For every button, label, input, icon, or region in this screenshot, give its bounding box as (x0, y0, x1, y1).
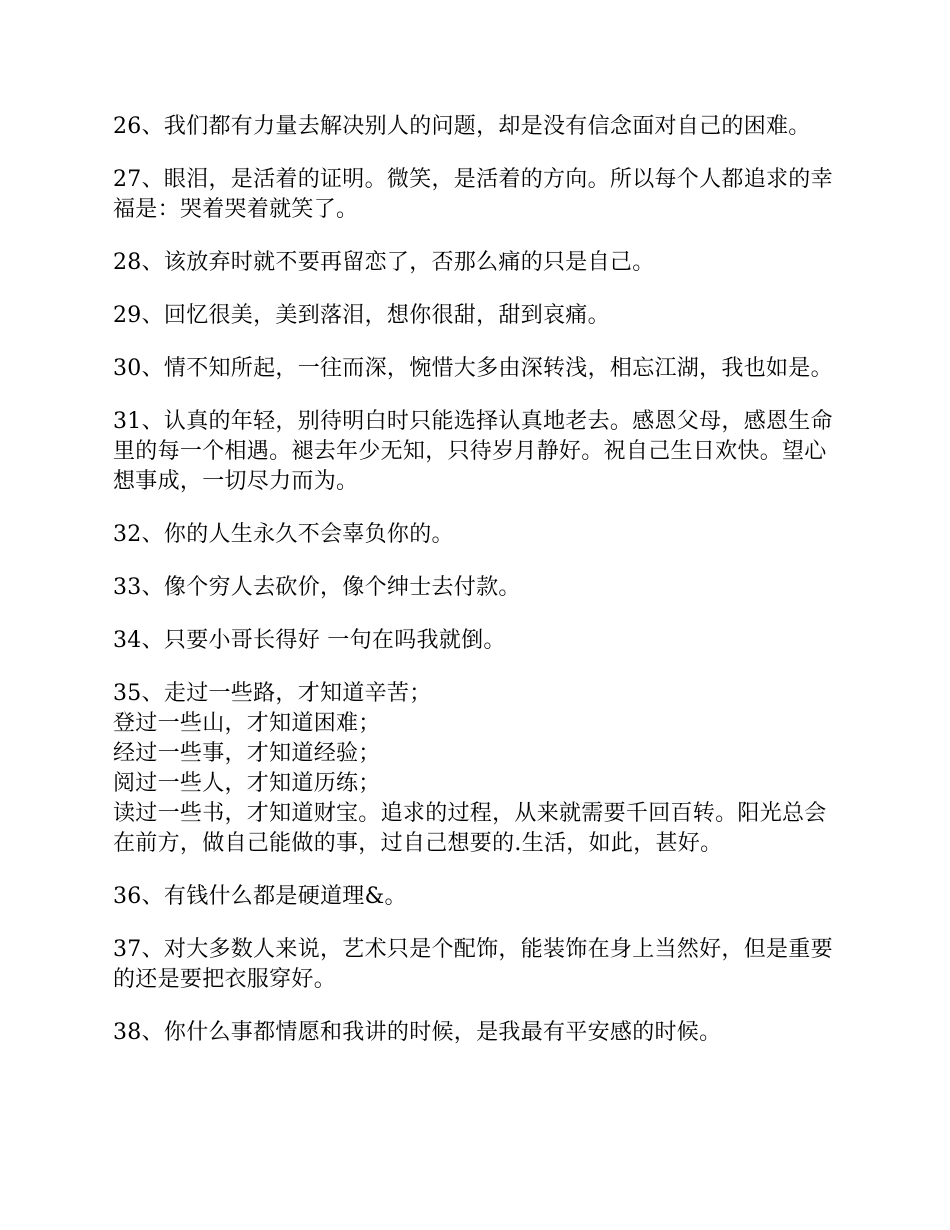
paragraph-line: 30、情不知所起，一往而深，惋惜大多由深转浅，相忘江湖，我也如是。 (113, 356, 833, 381)
paragraph-line: 35、走过一些路，才知道辛苦； (113, 681, 432, 706)
paragraph-line: 37、对大多数人来说，艺术只是个配饰，能装饰在身上当然好，但是重要的还是要把衣服穿好。 (113, 937, 833, 992)
paragraph-line: 31、认真的年轻，别待明白时只能选择认真地老去。感恩父母，感恩生命里的每一个相遇。褪去年少无知，只待岁月静好。祝自己生日欢快。望心想事成，一切尽力而为。 (113, 409, 833, 494)
paragraph (113, 520, 835, 550)
paragraph-line: 经过一些事，才知道经验； (113, 741, 381, 766)
paragraph-line: 读过一些书，才知道财宝。追求的过程，从来就需要千回百转。阳光总会在前方，做自己能做的事，过自己想要的.生活，如此，甚好。 (113, 801, 827, 856)
paragraph (113, 679, 835, 859)
paragraph (113, 112, 835, 142)
paragraph-line: 28、该放弃时就不要再留恋了，否那么痛的只是自己。 (113, 250, 655, 275)
paragraph (113, 882, 835, 912)
paragraph-line: 登过一些山，才知道困难； (113, 711, 381, 736)
paragraph (113, 248, 835, 278)
paragraph (113, 407, 835, 497)
paragraph-line: 26、我们都有力量去解决别人的问题，却是没有信念面对自己的困难。 (113, 114, 811, 139)
paragraph (113, 354, 835, 384)
paragraph-line: 33、像个穷人去砍价，像个绅士去付款。 (113, 575, 521, 600)
paragraph (113, 935, 835, 995)
paragraph (113, 1018, 835, 1048)
paragraph-line: 34、只要小哥长得好 一句在吗我就倒。 (113, 628, 506, 653)
document-body (113, 112, 835, 1071)
paragraph-line: 阅过一些人，才知道历练； (113, 771, 381, 796)
paragraph-line: 27、眼泪，是活着的证明。微笑，是活着的方向。所以每个人都追求的幸福是：哭着哭着就笑了。 (113, 167, 833, 222)
paragraph (113, 626, 835, 656)
paragraph-line: 38、你什么事都情愿和我讲的时候，是我最有平安感的时候。 (113, 1020, 722, 1045)
paragraph (113, 301, 835, 331)
paragraph-line: 36、有钱什么都是硬道理&。 (113, 884, 407, 909)
paragraph-line: 32、你的人生永久不会辜负你的。 (113, 522, 454, 547)
paragraph-line: 29、回忆很美，美到落泪，想你很甜，甜到哀痛。 (113, 303, 610, 328)
paragraph (113, 165, 835, 225)
paragraph (113, 573, 835, 603)
